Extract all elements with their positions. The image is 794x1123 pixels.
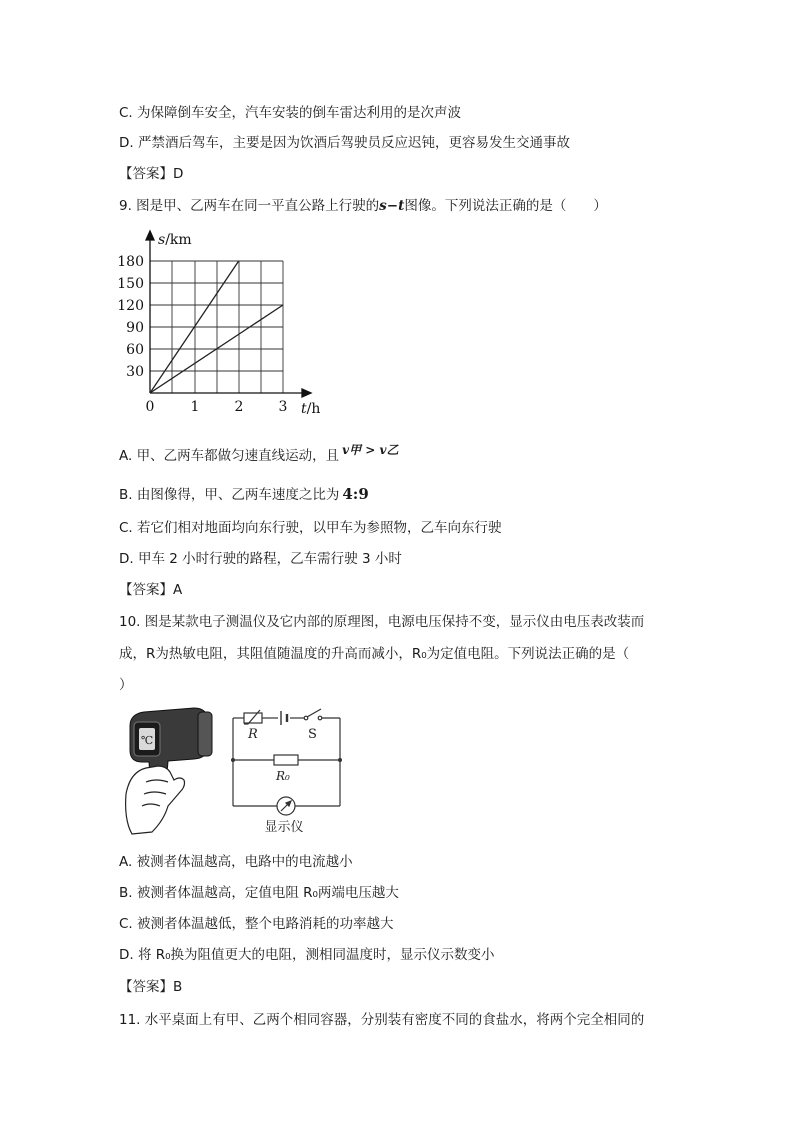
q9-option-a (119, 443, 399, 466)
q9-stem (119, 196, 607, 216)
battery-symbol (281, 711, 287, 725)
q9-y-ticks (117, 254, 144, 380)
q10-stem-line3: ） (119, 677, 133, 693)
q9-option-b (119, 484, 369, 505)
hand-icon (126, 766, 185, 834)
display-meter-icon (277, 797, 295, 815)
circuit-label-r: R (248, 727, 258, 742)
q9-x-tick: 3 (278, 399, 288, 415)
q9-x-ticks (146, 399, 288, 415)
switch-s (304, 709, 322, 720)
svg-text:℃: ℃ (140, 734, 154, 747)
q10-option-b: B. 被测者体温越高，定值电阻 R₀两端电压越大 (119, 885, 399, 901)
junction-dot-right (338, 758, 342, 762)
q10-option-c: C. 被测者体温越低，整个电路消耗的功率越大 (119, 916, 394, 932)
q9-st-graph (115, 228, 325, 418)
q9-y-tick: 60 (126, 342, 144, 358)
q9-x-tick: 0 (145, 399, 155, 415)
thermometer-gun-illustration (122, 702, 222, 837)
q9-option-a-text: A. 甲、乙两车都做匀速直线运动，且 (119, 448, 340, 464)
q9-y-axis-label: s/km (158, 232, 192, 248)
thermistor-r (244, 710, 262, 724)
q9-y-tick: 150 (117, 276, 144, 292)
q9-y-tick: 180 (117, 254, 144, 270)
circuit-label-r0: R₀ (276, 769, 290, 783)
q8-option-d: D. 严禁酒后驾车，主要是因为饮酒后驾驶员反应迟钝，更容易发生交通事故 (119, 135, 570, 151)
q8-option-c: C. 为保障倒车安全，汽车安装的倒车雷达利用的是次声波 (119, 105, 462, 121)
q10-answer: 【答案】B (119, 979, 183, 995)
q10-stem-line2: 成，R为热敏电阻，其阻值随温度的升高而减小，R₀为定值电阻。下列说法正确的是（ (119, 646, 630, 662)
q9-option-a-math: v甲 > v乙 (342, 443, 399, 457)
q9-option-d: D. 甲车 2 小时行驶的路程，乙车需行驶 3 小时 (119, 551, 402, 567)
q9-x-axis-label: t/h (301, 401, 321, 417)
q9-stem-math: s−t (379, 198, 405, 214)
q10-option-a: A. 被测者体温越高，电路中的电流越小 (119, 854, 353, 870)
q9-x-tick: 2 (234, 399, 244, 415)
q8-answer: 【答案】D (119, 166, 184, 182)
resistor-r0 (274, 755, 298, 765)
q9-answer: 【答案】A (119, 582, 183, 598)
q11-stem-line1: 11. 水平桌面上有甲、乙两个相同容器，分别装有密度不同的食盐水，将两个完全相同的 (119, 1012, 645, 1028)
q9-option-b-text: B. 由图像得，甲、乙两车速度之比为 (119, 487, 340, 503)
q9-x-tick: 1 (190, 399, 200, 415)
q9-stem-post: 图像。下列说法正确的是（ ） (404, 198, 607, 214)
circuit-diagram (226, 706, 350, 838)
q10-option-d: D. 将 R₀换为阻值更大的电阻，测相同温度时，显示仪示数变小 (119, 947, 495, 963)
q9-y-tick: 120 (117, 298, 144, 314)
q9-option-b-math: 4:9 (342, 485, 369, 503)
q9-y-tick: 30 (126, 364, 144, 380)
q9-stem-pre: 9. 图是甲、乙两车在同一平直公路上行驶的 (119, 198, 380, 214)
q9-y-tick: 90 (126, 320, 144, 336)
q10-stem-line1: 10. 图是某款电子测温仪及它内部的原理图，电源电压保持不变，显示仪由电压表改装而 (119, 614, 645, 630)
circuit-label-s: S (308, 727, 317, 742)
q9-option-c: C. 若它们相对地面均向东行驶，以甲车为参照物，乙车向东行驶 (119, 520, 502, 536)
q9-axes (146, 231, 311, 397)
q9-grid (150, 261, 283, 393)
circuit-label-display: 显示仪 (264, 820, 304, 835)
junction-dot-left (231, 758, 235, 762)
